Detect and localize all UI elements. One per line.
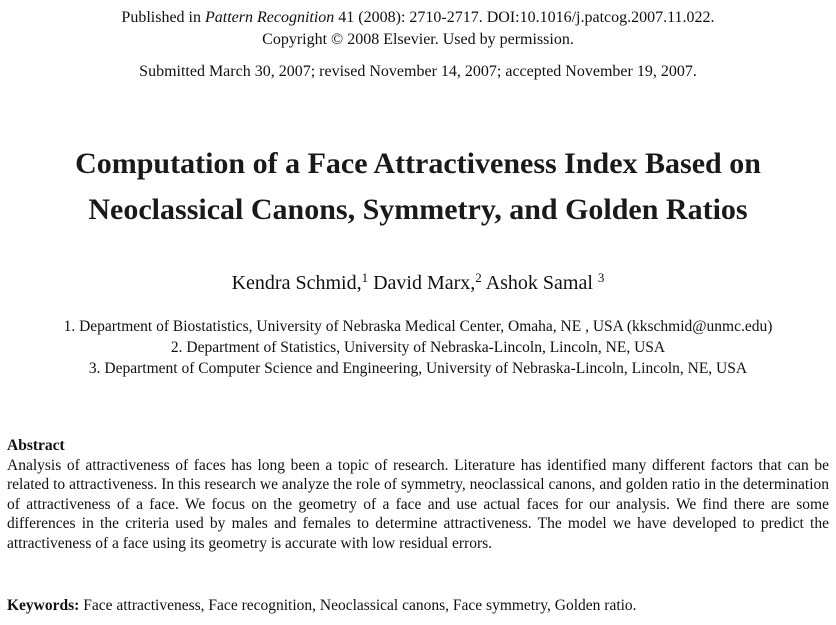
publication-citation bbox=[0, 8, 836, 28]
author-name: Kendra Schmid, bbox=[231, 272, 362, 294]
abstract-section bbox=[7, 436, 829, 553]
affiliation-item: 2. Department of Statistics, University of Nebraska-Lincoln, Lincoln, NE, USA bbox=[170, 339, 666, 356]
author-affiliation-mark: 3 bbox=[597, 270, 605, 285]
publication-prefix: Published in bbox=[121, 9, 205, 26]
title-line-1: Computation of a Face Attractiveness Index Based on bbox=[75, 147, 761, 180]
author-name: Ashok Samal bbox=[485, 272, 593, 294]
abstract-body: Analysis of attractiveness of faces has long been a topic of research. Literature has identified many different factors that can be related to attractiveness. In this research we analyze the role of symmetry, neoclassical canons, and golden ratio in the determination of attractiveness of a face. We focus on the geometry of a face and use actual faces for our analysis. We find there are some differences in the criteria used by males and females to determine attractiveness. The model we have developed to predict the attractiveness of a face using its geometry is accurate with low residual errors. bbox=[7, 456, 829, 552]
author-affiliation-mark: 2 bbox=[475, 270, 482, 285]
journal-name: Pattern Recognition bbox=[204, 9, 335, 26]
copyright-notice: Copyright © 2008 Elsevier. Used by permission. bbox=[262, 31, 574, 48]
author-list bbox=[0, 270, 836, 296]
keywords-label: Keywords: bbox=[7, 597, 80, 614]
title-line-2: Neoclassical Canons, Symmetry, and Golden Ratios bbox=[88, 193, 748, 226]
affiliation-item: 3. Department of Computer Science and Engineering, University of Nebraska-Lincoln, Lincoln, NE, USA bbox=[88, 360, 748, 377]
paper-title bbox=[0, 141, 836, 233]
author-name: David Marx, bbox=[373, 272, 476, 294]
affiliation-list bbox=[0, 316, 836, 379]
publication-details: 41 (2008): 2710-2717. DOI:10.1016/j.patcog.2007.11.022. bbox=[334, 9, 715, 26]
submission-history: Submitted March 30, 2007; revised November 14, 2007; accepted November 19, 2007. bbox=[139, 63, 697, 80]
abstract-heading: Abstract bbox=[7, 437, 65, 454]
keywords-text: Face attractiveness, Face recognition, Neoclassical canons, Face symmetry, Golden ratio. bbox=[79, 597, 637, 614]
affiliation-item: 1. Department of Biostatistics, University of Nebraska Medical Center, Omaha, NE , USA (kkschmid@unmc.edu) bbox=[63, 318, 773, 335]
keywords-line bbox=[7, 596, 829, 616]
author-affiliation-mark: 1 bbox=[361, 270, 369, 285]
